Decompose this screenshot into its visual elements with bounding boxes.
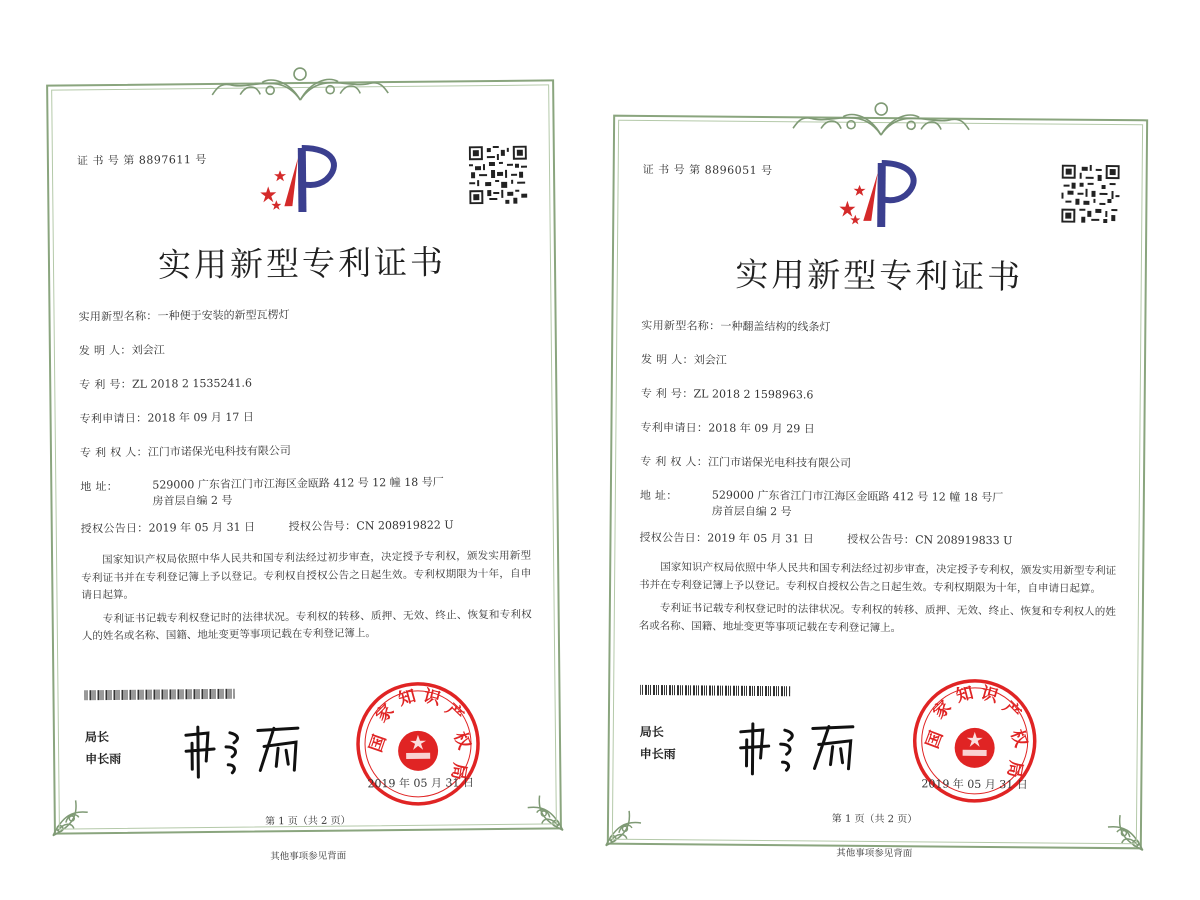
field-label: 实用新型名称：	[78, 309, 158, 324]
body-paragraph: 专利证书记载专利权登记时的法律状况。专利权的转移、质押、无效、终止、恢复和专利权人的姓名或名称、国籍、地址变更等事项记载在专利登记簿上。	[81, 608, 532, 643]
field-label: 地 址：	[80, 479, 119, 494]
field-label: 专 利 号：	[640, 386, 694, 401]
cnipa-logo-icon	[256, 140, 347, 221]
svg-text:局: 局	[1003, 758, 1026, 780]
patentee-name: 江门市诺保光电科技有限公司	[147, 444, 291, 459]
director-name: 申长雨	[85, 751, 122, 767]
field-label: 实用新型名称：	[641, 318, 721, 333]
svg-text:知: 知	[396, 686, 419, 711]
svg-text:知: 知	[954, 683, 976, 707]
field-label: 授权公告号：	[847, 532, 916, 547]
patent-certificate-left	[46, 57, 562, 863]
filing-date: 2018 年 09 月 17 日	[147, 410, 254, 425]
field-label: 授权公告号：	[288, 519, 357, 534]
utility-model-name: 一种便于安装的新型瓦楞灯	[157, 308, 290, 323]
svg-text:产: 产	[998, 697, 1025, 724]
address-value: 529000 广东省江门市江海区金瓯路 412 号 12 幢 18 号厂房首层自编 2 号	[152, 475, 444, 508]
director-block	[85, 726, 121, 770]
inventor-name: 刘会江	[131, 343, 165, 357]
svg-text:国: 国	[922, 728, 948, 752]
utility-model-name: 一种翻盖结构的线条灯	[720, 319, 831, 334]
field-label: 地 址：	[639, 488, 678, 503]
barcode-icon	[84, 689, 234, 701]
top-ornament-icon	[790, 94, 970, 144]
filing-date: 2018 年 09 月 29 日	[708, 421, 815, 436]
director-title: 局长	[639, 724, 664, 740]
field-label: 授权公告日：	[639, 530, 708, 545]
grant-date: 2019 年 05 月 31 日	[707, 531, 814, 546]
patent-number: ZL 2018 2 1535241.6	[131, 376, 253, 391]
qr-code-icon	[1061, 165, 1120, 224]
svg-text:家: 家	[929, 696, 956, 724]
inventor-name: 刘会江	[693, 353, 727, 367]
certificate-body-text	[81, 548, 532, 646]
svg-text:权: 权	[449, 729, 475, 753]
svg-text:权: 权	[1006, 727, 1031, 750]
signature-icon	[732, 718, 863, 779]
svg-text:国: 国	[366, 732, 391, 755]
certificate-title: 实用新型专利证书	[735, 254, 1024, 297]
field-label: 授权公告日：	[80, 521, 149, 536]
patent-certificate-right	[607, 93, 1149, 868]
patent-number: ZL 2018 2 1598963.6	[693, 387, 814, 402]
footnote: 其他事项参见背面	[270, 850, 347, 863]
svg-text:产: 产	[441, 699, 468, 726]
field-label: 专利申请日：	[640, 420, 709, 435]
grant-number: CN 208919822 U	[356, 518, 454, 533]
grant-date: 2019 年 05 月 31 日	[148, 520, 256, 535]
certificate-title: 实用新型专利证书	[157, 242, 447, 285]
svg-text:家: 家	[372, 700, 399, 727]
patentee-name: 江门市诺保光电科技有限公司	[707, 455, 852, 470]
director-title: 局长	[84, 730, 110, 745]
field-label: 专 利 权 人：	[79, 445, 148, 460]
field-label: 专利申请日：	[79, 411, 148, 426]
top-ornament-icon	[210, 59, 390, 109]
field-label: 专 利 号：	[79, 377, 133, 392]
address-row	[80, 474, 534, 513]
qr-code-icon	[469, 146, 528, 205]
svg-text:局: 局	[446, 761, 470, 782]
page-number: 第 1 页（共 2 页）	[265, 815, 351, 828]
field-label: 发 明 人：	[78, 343, 132, 358]
address-row	[640, 487, 1121, 525]
director-block	[640, 721, 676, 765]
certificate-number: 证 书 号 第 8896051 号	[642, 162, 773, 178]
director-name: 申长雨	[639, 746, 676, 762]
signature-icon	[178, 720, 309, 781]
footnote: 其他事项参见背面	[836, 847, 913, 860]
certificate-body-text	[639, 559, 1117, 639]
cnipa-logo-icon	[835, 155, 926, 236]
field-label: 发 明 人：	[640, 352, 694, 367]
body-paragraph: 专利证书记载专利权登记时的法律状况。专利权的转移、质押、无效、终止、恢复和专利权人的姓名或名称、国籍、地址变更等事项记载在专利登记簿上。	[638, 602, 1116, 634]
corner-ornament-icon	[47, 770, 118, 841]
seal-date: 2019 年 05 月 31 日	[367, 776, 474, 791]
field-label: 专 利 权 人：	[640, 454, 709, 469]
svg-text:识: 识	[978, 683, 1001, 708]
body-paragraph: 国家知识产权局依照中华人民共和国专利法经过初步审查，决定授予专利权，颁发实用新型专利证书并在专利登记簿上予以登记。专利权自授权公告之日起生效。专利权期限为十年，自申请日起算。	[639, 561, 1117, 595]
address-value: 529000 广东省江门市江海区金瓯路 412 号 12 幢 18 号厂房首层自编 2 号	[711, 488, 1004, 519]
seal-date: 2019 年 05 月 31 日	[921, 777, 1028, 792]
svg-text:识: 识	[421, 686, 443, 710]
body-paragraph: 国家知识产权局依照中华人民共和国专利法经过初步审查，决定授予专利权，颁发实用新型专利证书并在专利登记簿上予以登记。专利权自授权公告之日起生效。专利权期限为十年，自申请日起算。	[81, 549, 532, 602]
grant-number: CN 208919833 U	[915, 533, 1013, 548]
certificate-number: 证 书 号 第 8897611 号	[76, 153, 207, 168]
barcode-icon	[640, 685, 790, 696]
corner-ornament-icon	[497, 765, 568, 836]
page-number: 第 1 页（共 2 页）	[831, 813, 918, 826]
